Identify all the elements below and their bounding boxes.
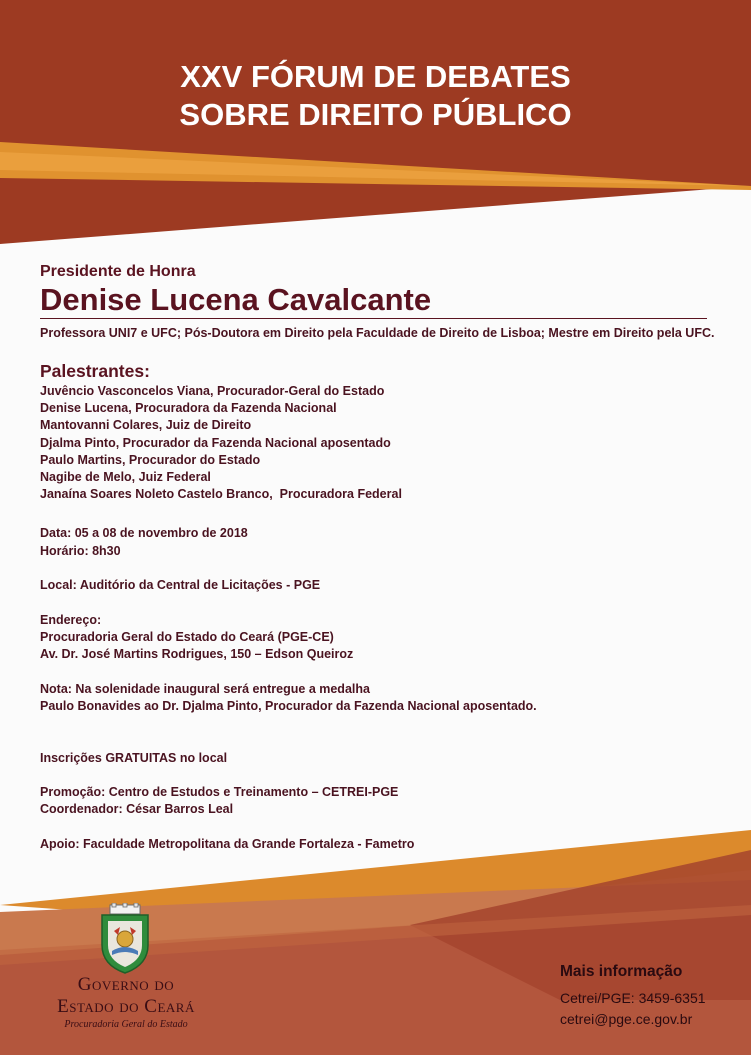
speakers-list bbox=[40, 383, 720, 503]
speaker-item: Djalma Pinto, Procurador da Fazenda Nacional aposentado bbox=[40, 435, 391, 450]
main-content bbox=[40, 262, 720, 853]
speaker-item: Mantovanni Colares, Juiz de Direito bbox=[40, 418, 252, 433]
support-info: Apoio: Faculdade Metropolitana da Grande Fortaleza - Fametro bbox=[40, 837, 415, 852]
speaker-item: Janaína Soares Noleto Castelo Branco, Procuradora Federal bbox=[40, 487, 402, 502]
honorary-president-bio: Professora UNI7 e UFC; Pós-Doutora em Direito pela Faculdade de Direito de Lisboa; Mestre em Direito pela UFC. bbox=[40, 326, 715, 340]
gov-line-2: Estado do Ceará bbox=[57, 996, 195, 1017]
event-title bbox=[0, 58, 751, 134]
speaker-item: Juvêncio Vasconcelos Viana, Procurador-Geral do Estado bbox=[40, 384, 385, 398]
speakers-title: Palestrantes: bbox=[40, 361, 150, 381]
note-line-1: Nota: Na solenidade inaugural será entregue a medalha bbox=[40, 682, 370, 697]
speaker-item: Paulo Martins, Procurador do Estado bbox=[40, 452, 261, 467]
speaker-item: Nagibe de Melo, Juiz Federal bbox=[40, 470, 211, 485]
address-label: Endereço: bbox=[40, 613, 102, 628]
more-info-box bbox=[560, 962, 706, 1030]
contact-email[interactable]: cetrei@pge.ce.gov.br bbox=[560, 1011, 693, 1027]
registration-info: Inscrições GRATUITAS no local bbox=[40, 750, 228, 765]
gov-line-1: Governo do bbox=[77, 974, 175, 995]
address-line-2: Av. Dr. José Martins Rodrigues, 150 – Edson Queiroz bbox=[40, 647, 354, 662]
speaker-item: Denise Lucena, Procuradora da Fazenda Nacional bbox=[40, 401, 337, 416]
gov-line-3: Procuradoria Geral do Estado bbox=[64, 1019, 188, 1030]
address-line-1: Procuradoria Geral do Estado do Ceará (PGE-CE) bbox=[40, 630, 334, 645]
event-location: Local: Auditório da Central de Licitações - PGE bbox=[40, 578, 321, 593]
contact-phone: Cetrei/PGE: 3459-6351 bbox=[560, 990, 706, 1006]
note-line-2: Paulo Bonavides ao Dr. Djalma Pinto, Procurador da Fazenda Nacional aposentado. bbox=[40, 699, 537, 714]
ceara-coat-of-arms-icon bbox=[92, 903, 158, 975]
event-date: Data: 05 a 08 de novembro de 2018 bbox=[40, 526, 248, 541]
honorary-president-name: Denise Lucena Cavalcante bbox=[40, 282, 707, 319]
more-info-title: Mais informação bbox=[560, 963, 683, 980]
coordinator-info: Coordenador: César Barros Leal bbox=[40, 802, 234, 817]
honorary-president-label: Presidente de Honra bbox=[40, 263, 196, 280]
title-line-2: SOBRE DIREITO PÚBLICO bbox=[179, 97, 572, 132]
title-line-1: XXV FÓRUM DE DEBATES bbox=[180, 59, 571, 94]
event-time: Horário: 8h30 bbox=[40, 543, 121, 558]
government-logo-text bbox=[28, 974, 224, 1031]
promotion-info: Promoção: Centro de Estudos e Treinamento – CETREI-PGE bbox=[40, 785, 399, 800]
